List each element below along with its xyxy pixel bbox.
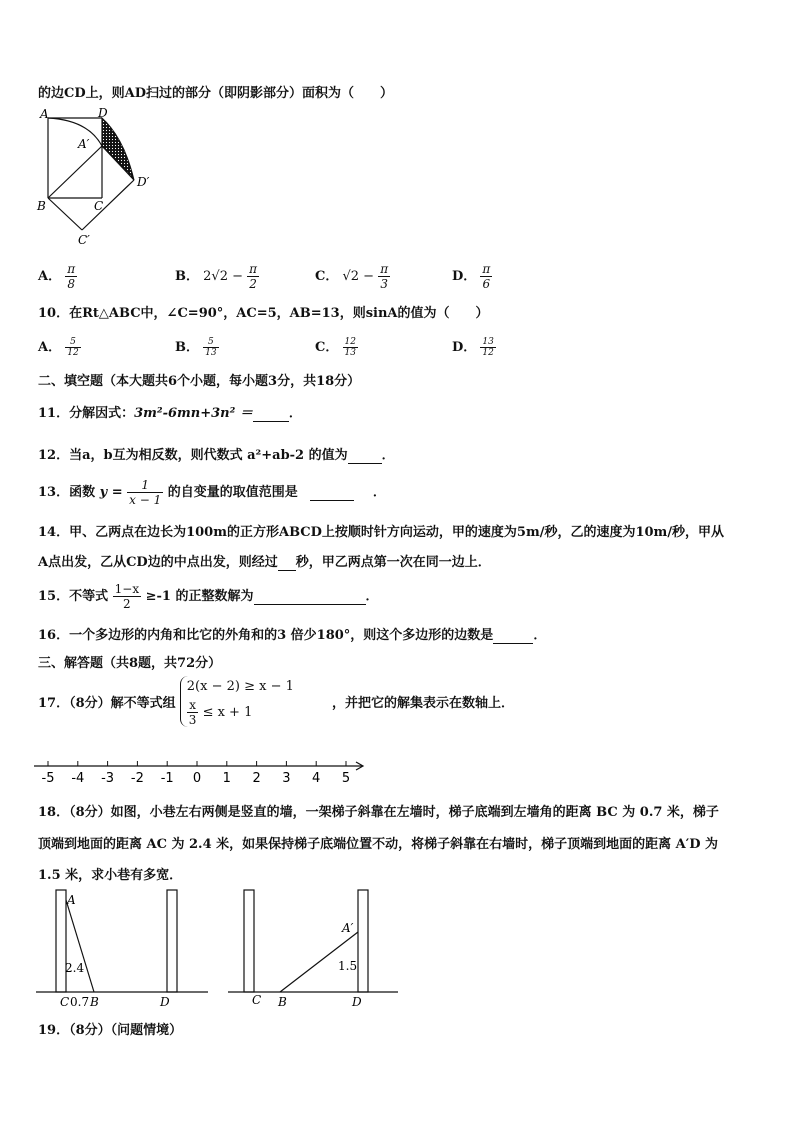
fig2-label-A1: A′ <box>342 921 354 935</box>
axis-tick-label: -1 <box>160 771 174 786</box>
label-D: D <box>98 108 108 120</box>
q10-option-b: B． $\frac{5}{13}$ <box>175 337 217 358</box>
q15: 15．不等式 $\frac{1-x}{2}$ ≥-1 的正整数解为 ． <box>38 582 379 611</box>
axis-tick-label: 5 <box>341 771 351 786</box>
label-C: C <box>94 199 104 213</box>
q9-option-d: D． $\frac{\pi}{6}$ <box>452 262 491 291</box>
q17: 17．（8分）解不等式组 2(x − 2) ≥ x − 1 $\frac{x}{3}$ ≤ x + 1 ，并把它的解集表示在数轴上． <box>38 676 514 727</box>
fig1-label-C: C <box>60 995 70 1009</box>
axis-tick-label: 1 <box>222 771 231 786</box>
fig1-label-A: A <box>67 893 76 907</box>
q10-option-a: A． $\frac{5}{12}$ <box>38 337 79 358</box>
fig1-len: 2.4 <box>65 961 85 975</box>
label-B: B <box>37 199 46 213</box>
axis-tick-label: 3 <box>282 771 291 786</box>
q9-option-c: C． √2 − $\frac{\pi}{3}$ <box>315 262 389 291</box>
axis-tick-label: 4 <box>312 771 321 786</box>
q14-line2: A点出发，乙从CD边的中点出发，则经过 秒，甲乙两点第一次在同一边上． <box>38 555 491 570</box>
label-D1: D′ <box>137 175 150 189</box>
q17-number-line <box>30 758 370 790</box>
fig2-label-C: C <box>252 993 262 1007</box>
q19: 19．（8分）（问题情境） <box>38 1023 183 1038</box>
section-3-title: 三、解答题（共8题，共72分） <box>38 656 222 671</box>
fig1-label-D: D <box>160 995 170 1009</box>
axis-tick-label: 2 <box>252 771 261 786</box>
q9-option-a: A． $\frac{\pi}{8}$ <box>38 262 76 291</box>
axis-tick-label: 0 <box>192 771 202 786</box>
fig2-label-B: B <box>278 995 287 1009</box>
q10-option-c: C． $\frac{12}{13}$ <box>315 337 356 358</box>
q18-figure-left <box>36 886 216 1010</box>
axis-tick-label: -4 <box>71 771 85 786</box>
fig1-label-B: B <box>90 995 99 1009</box>
axis-tick-label: -3 <box>101 771 115 786</box>
q13: 13．函数 y = $\frac{1}{x - 1}$ 的自变量的取值范围是 ． <box>38 478 386 507</box>
q11: 11．分解因式：3m²-6mn+3n² ＝ ． <box>38 406 302 421</box>
q18-line1: 18．（8分）如图，小巷左右两侧是竖直的墙，一架梯子斜靠在左墙时，梯子底端到左墙角的距离 BC 为 0.7 米，梯子 <box>38 805 719 820</box>
fig1-bc: 0.7 <box>70 995 90 1009</box>
inequality-system: 2(x − 2) ≥ x − 1 $\frac{x}{3}$ ≤ x + 1 <box>180 676 294 727</box>
q10-stem: 10．在Rt△ABC中，∠C=90°，AC=5，AB=13，则sinA的值为（ ） <box>38 306 489 321</box>
label-A1: A′ <box>78 137 90 151</box>
q14-line1: 14．甲、乙两点在边长为100m的正方形ABCD上按顺时针方向运动，甲的速度为5m/秒，乙的速度为10m/秒，甲从 <box>38 525 725 540</box>
section-2-title: 二、填空题（本大题共6个小题，每小题3分，共18分） <box>38 374 361 389</box>
q16: 16．一个多边形的内角和比它的外角和的3 倍少180°，则这个多边形的边数是 ． <box>38 628 547 643</box>
q18-line3: 1.5 米，求小巷有多宽． <box>38 868 183 883</box>
fig2-len: 1.5 <box>338 959 358 973</box>
axis-tick-label: -2 <box>130 771 144 786</box>
q9-stem: 的边CD上，则AD扫过的部分（即阴影部分）面积为（ ） <box>38 86 393 101</box>
label-A: A <box>40 108 49 121</box>
q9-option-b: B． 2√2 − $\frac{\pi}{2}$ <box>175 262 258 291</box>
q12: 12．当a，b互为相反数，则代数式 a²+ab-2 的值为 ． <box>38 448 395 463</box>
q18-line2: 顶端到地面的距离 AC 为 2.4 米，如果保持梯子底端位置不动，将梯子斜靠在右墙时，梯子顶端到地面的距离 A′D 为 <box>38 837 718 852</box>
fig2-label-D: D <box>352 995 362 1009</box>
axis-tick-label: -5 <box>41 771 55 786</box>
q18-figure-right <box>228 886 408 1010</box>
q9-figure <box>36 108 166 248</box>
label-C1: C′ <box>78 233 90 247</box>
q10-option-d: D． $\frac{13}{12}$ <box>452 337 494 358</box>
